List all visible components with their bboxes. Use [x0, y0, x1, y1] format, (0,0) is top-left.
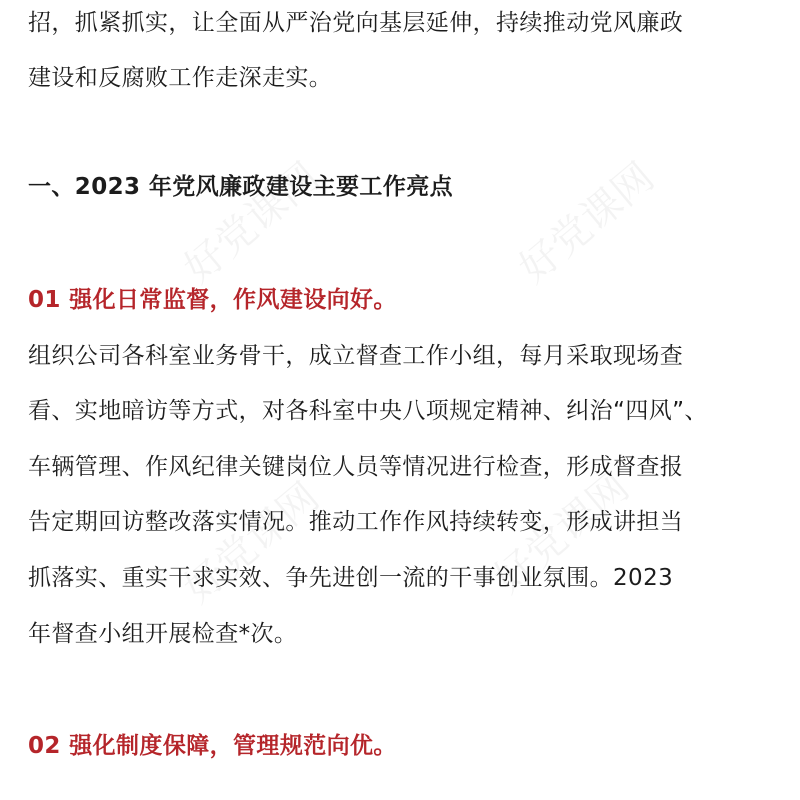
paragraph-line: 车辆管理、作风纪律关键岗位人员等情况进行检查，形成督查报	[28, 454, 684, 480]
paragraph-line: 年督查小组开展检查*次。	[28, 621, 298, 647]
intro-line-2: 建设和反腐败工作走深走实。	[28, 65, 333, 91]
intro-line-1: 招，抓紧抓实，让全面从严治党向基层延伸，持续推动党风廉政	[28, 10, 684, 36]
paragraph-line: 看、实地暗访等方式，对各科室中央八项规定精神、纠治“四风”、	[28, 398, 708, 424]
paragraph-line: 抓落实、重实干求实效、争先进创一流的干事创业氛围。2023	[28, 565, 674, 591]
paragraph-line: 组织公司各科室业务骨干，成立督查工作小组，每月采取现场查	[28, 343, 684, 369]
subsection-heading-02: 02 强化制度保障，管理规范向优。	[28, 733, 397, 759]
watermark	[505, 147, 664, 294]
section-heading: 一、2023 年党风廉政建设主要工作亮点	[28, 174, 454, 200]
subsection-heading-01: 01 强化日常监督，作风建设向好。	[28, 287, 397, 313]
paragraph-line: 告定期回访整改落实情况。推动工作作风持续转变，形成讲担当	[28, 509, 684, 535]
watermark	[170, 147, 329, 294]
